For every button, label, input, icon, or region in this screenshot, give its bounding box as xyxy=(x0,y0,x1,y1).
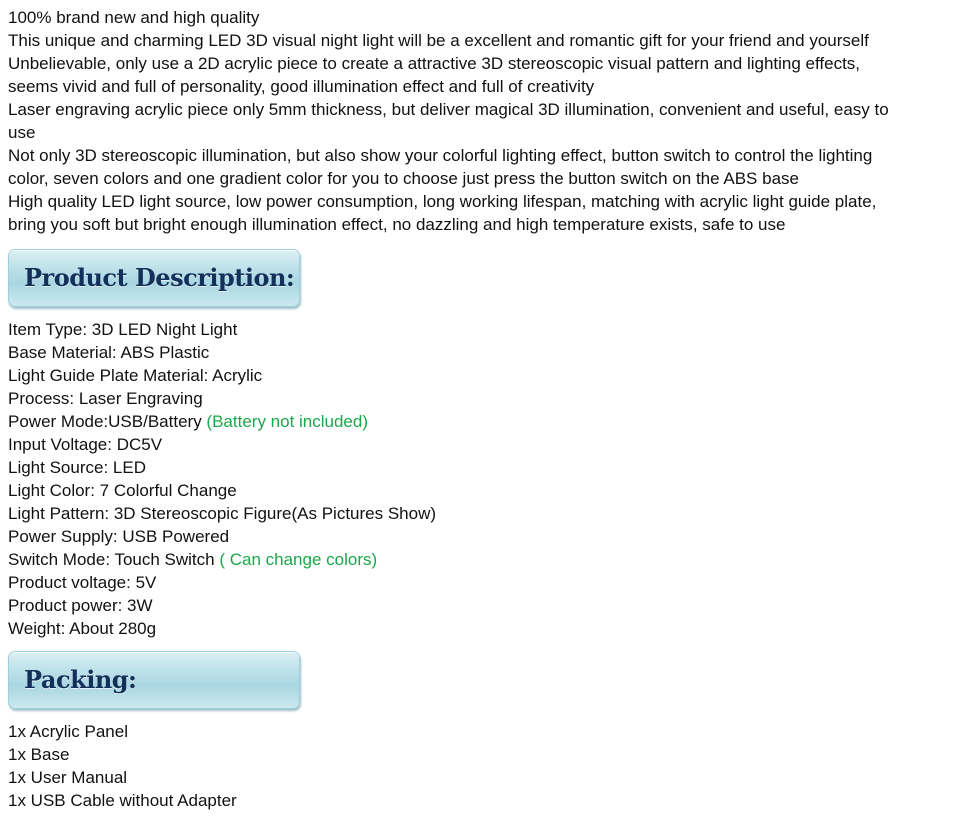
intro-line: Laser engraving acrylic piece only 5mm thickness, but deliver magical 3D illumination, convenient and useful, easy to xyxy=(8,100,889,119)
spec-text: Base Material: ABS Plastic xyxy=(8,343,210,362)
spec-text: Weight: About 280g xyxy=(8,619,157,638)
spec-item xyxy=(8,456,948,479)
packing-heading: Packing: xyxy=(24,665,137,694)
packing-list xyxy=(8,720,948,812)
packing-item: 1x Base xyxy=(8,745,70,764)
intro-line: 100% brand new and high quality xyxy=(8,8,260,27)
spec-item xyxy=(8,525,948,548)
spec-text: Light Color: 7 Colorful Change xyxy=(8,481,237,500)
spec-item xyxy=(8,387,948,410)
spec-item xyxy=(8,617,948,640)
spec-text: Light Source: LED xyxy=(8,458,146,477)
intro-line: bring you soft but bright enough illumination effect, no dazzling and high temperature exists, safe to use xyxy=(8,215,786,234)
intro-line: This unique and charming LED 3D visual night light will be a excellent and romantic gift for your friend and yourself xyxy=(8,31,869,50)
spec-item xyxy=(8,502,948,525)
spec-text: Input Voltage: DC5V xyxy=(8,435,163,454)
packing-banner xyxy=(8,651,300,709)
spec-item xyxy=(8,318,948,341)
product-description-banner xyxy=(8,249,300,307)
intro-line: Not only 3D stereoscopic illumination, but also show your colorful lighting effect, button switch to control the lighting xyxy=(8,146,873,165)
spec-item xyxy=(8,548,948,571)
intro-line: seems vivid and full of personality, good illumination effect and full of creativity xyxy=(8,77,595,96)
spec-item xyxy=(8,433,948,456)
spec-item xyxy=(8,479,948,502)
packing-item: 1x USB Cable without Adapter xyxy=(8,791,237,810)
spec-item xyxy=(8,410,948,433)
spec-text: Item Type: 3D LED Night Light xyxy=(8,320,238,339)
spec-item xyxy=(8,594,948,617)
spec-text: Power Supply: USB Powered xyxy=(8,527,230,546)
product-description-heading: Product Description: xyxy=(24,263,295,292)
spec-item xyxy=(8,571,948,594)
spec-note: ( Can change colors) xyxy=(219,550,378,569)
spec-text: Light Guide Plate Material: Acrylic xyxy=(8,366,263,385)
packing-item: 1x User Manual xyxy=(8,768,128,787)
intro-line: color, seven colors and one gradient color for you to choose just press the button switch on the ABS base xyxy=(8,169,799,188)
spec-note: (Battery not included) xyxy=(206,412,369,431)
spec-item xyxy=(8,341,948,364)
intro-line: Unbelievable, only use a 2D acrylic piece to create a attractive 3D stereoscopic visual pattern and lighting effects, xyxy=(8,54,861,73)
spec-text: Light Pattern: 3D Stereoscopic Figure(As Pictures Show) xyxy=(8,504,437,523)
spec-item xyxy=(8,364,948,387)
intro-line: use xyxy=(8,123,36,142)
intro-line: High quality LED light source, low power consumption, long working lifespan, matching with acrylic light guide plate, xyxy=(8,192,877,211)
spec-text: Product voltage: 5V xyxy=(8,573,157,592)
spec-list xyxy=(8,318,948,640)
intro-paragraphs xyxy=(8,6,948,236)
spec-text: Power Mode:USB/Battery xyxy=(8,412,207,431)
spec-text: Switch Mode: Touch Switch xyxy=(8,550,220,569)
product-listing xyxy=(8,6,948,812)
packing-item: 1x Acrylic Panel xyxy=(8,722,128,741)
spec-text: Product power: 3W xyxy=(8,596,153,615)
spec-text: Process: Laser Engraving xyxy=(8,389,203,408)
